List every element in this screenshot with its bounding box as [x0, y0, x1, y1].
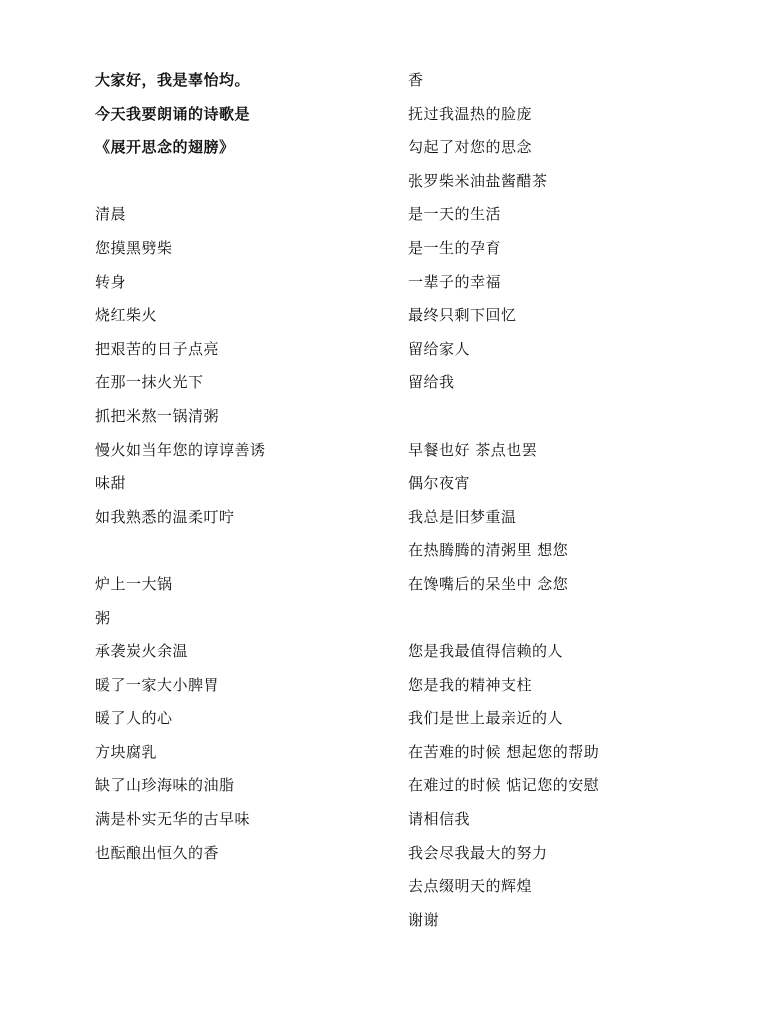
intro-line: 《展开思念的翅膀》 — [95, 138, 235, 157]
poem-line: 满是朴实无华的古早味 — [95, 810, 251, 829]
blank-line — [408, 400, 738, 434]
left-column — [95, 64, 395, 870]
poem-line: 一辈子的幸福 — [408, 272, 502, 291]
blank-line — [95, 165, 395, 199]
poem-line: 留给我 — [408, 373, 455, 392]
blank-line — [408, 602, 738, 636]
poem-line: 把艰苦的日子点亮 — [95, 339, 220, 358]
poem-line: 您摸黑劈柴 — [95, 238, 173, 257]
poem-line: 是一天的生活 — [408, 205, 502, 224]
poem-line: 烧红柴火 — [95, 306, 158, 325]
poem-line: 也酝酿出恒久的香 — [95, 843, 220, 862]
poem-line: 暖了一家大小脾胃 — [95, 675, 220, 694]
poem-line: 转身 — [95, 272, 127, 291]
poem-line: 去点缀明天的辉煌 — [408, 877, 533, 896]
poem-line: 粥 — [95, 608, 111, 627]
poem-line: 如我熟悉的温柔叮咛 — [95, 507, 235, 526]
poem-line: 缺了山珍海味的油脂 — [95, 776, 235, 795]
poem-line: 偶尔夜宵 — [408, 474, 471, 493]
poem-line: 在热腾腾的清粥里 想您 — [408, 541, 569, 560]
poem-line: 在难过的时候 惦记您的安慰 — [408, 776, 600, 795]
poem-line: 留给家人 — [408, 339, 471, 358]
poem-line: 您是我的精神支柱 — [408, 675, 533, 694]
blank-line — [95, 534, 395, 568]
poem-line: 慢火如当年您的谆谆善诱 — [95, 440, 266, 459]
poem-line: 清晨 — [95, 205, 127, 224]
poem-line: 在苦难的时候 想起您的帮助 — [408, 742, 600, 761]
poem-line: 抓把米熬一锅清粥 — [95, 406, 220, 425]
intro-line: 大家好，我是辜怡均。 — [95, 71, 251, 89]
poem-line: 早餐也好 茶点也罢 — [408, 440, 538, 459]
poem-line: 请相信我 — [408, 810, 471, 829]
poem-line: 是一生的孕育 — [408, 238, 502, 257]
poem-line: 在馋嘴后的呆坐中 念您 — [408, 574, 569, 593]
poem-line: 方块腐乳 — [95, 742, 158, 761]
poem-line: 勾起了对您的思念 — [408, 138, 533, 157]
intro-line: 今天我要朗诵的诗歌是 — [95, 104, 251, 123]
poem-line: 暖了人的心 — [95, 709, 173, 728]
poem-line: 我会尽我最大的努力 — [408, 843, 548, 862]
poem-line: 炉上一大锅 — [95, 574, 173, 593]
poem-line: 我们是世上最亲近的人 — [408, 709, 564, 728]
poem-line: 最终只剩下回忆 — [408, 306, 517, 325]
poem-line: 在那一抹火光下 — [95, 373, 204, 392]
poem-line: 您是我最值得信赖的人 — [408, 642, 564, 661]
poem-line: 我总是旧梦重温 — [408, 507, 517, 526]
poem-line: 抚过我温热的脸庞 — [408, 104, 533, 123]
poem-line: 香 — [408, 71, 424, 89]
poem-line: 张罗柴米油盐酱醋茶 — [408, 171, 548, 190]
poem-line: 谢谢 — [408, 910, 440, 929]
poem-line: 味甜 — [95, 474, 127, 493]
right-column — [408, 64, 738, 937]
poem-line: 承袭炭火余温 — [95, 642, 189, 661]
